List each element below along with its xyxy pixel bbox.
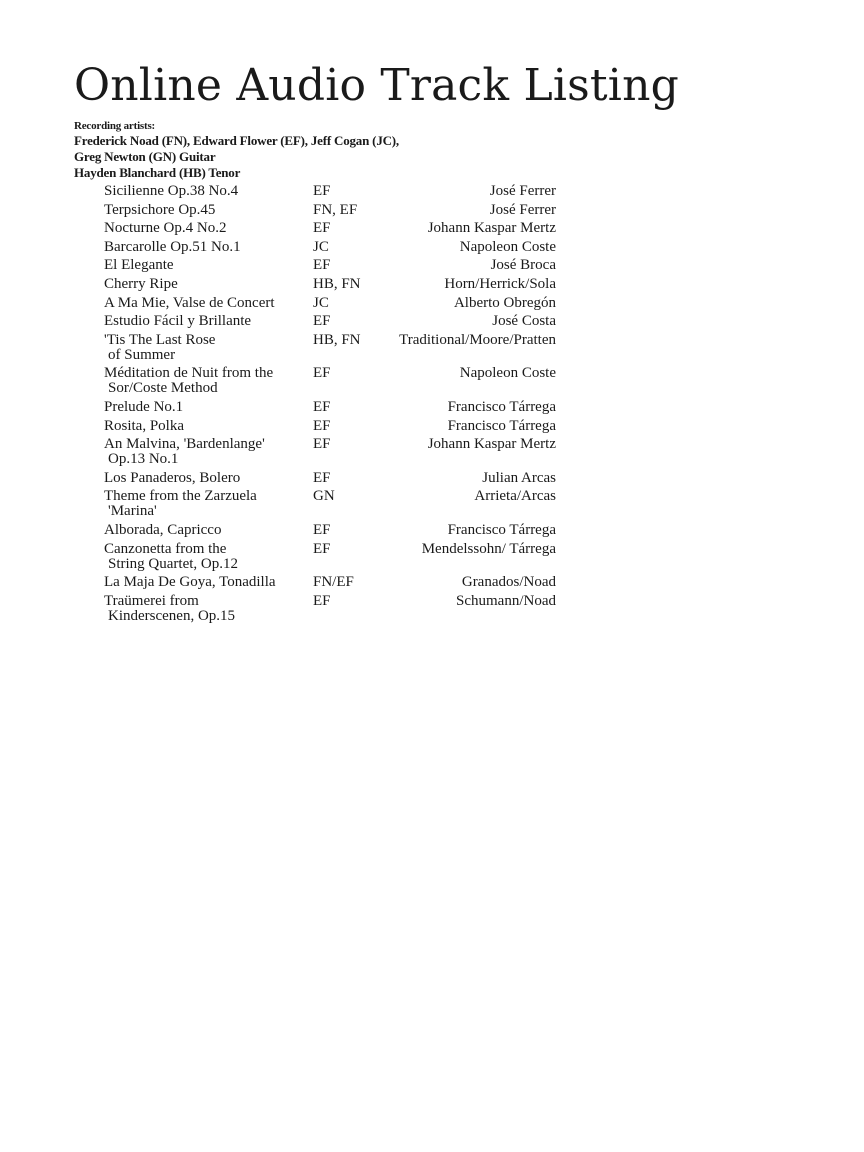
track-performers: FN/EF <box>313 574 354 591</box>
track-title: Los Panaderos, Bolero <box>104 469 241 486</box>
track-row <box>104 489 556 519</box>
track-title-continued: String Quartet, Op.12 <box>108 555 238 572</box>
track-row <box>104 471 556 486</box>
track-row <box>104 184 556 199</box>
track-performers: GN <box>313 488 335 505</box>
track-row <box>104 437 556 467</box>
track-title-continued: Op.13 No.1 <box>108 451 179 468</box>
track-composer: Francisco Tárrega <box>447 398 556 415</box>
track-performers: EF <box>313 183 331 199</box>
track-performers: EF <box>313 521 331 538</box>
track-row <box>104 221 556 236</box>
track-composer: Arrieta/Arcas <box>474 488 556 505</box>
track-row <box>104 277 556 292</box>
track-title: Cherry Ripe <box>104 275 178 292</box>
artists-line: Hayden Blanchard (HB) Tenor <box>74 165 241 180</box>
track-title: Canzonetta from the <box>104 540 227 557</box>
track-title-cell <box>104 203 313 218</box>
track-composer: José Costa <box>492 313 556 330</box>
recording-artists <box>74 119 399 181</box>
track-composer: Napoleon Coste <box>459 365 556 382</box>
track-performers: EF <box>313 540 331 557</box>
track-composer: Francisco Tárrega <box>447 417 556 434</box>
recording-artists-heading: Recording artists: <box>74 120 156 132</box>
track-composer: Traditional/Moore/Pratten <box>399 331 556 348</box>
track-title-continued: of Summer <box>108 346 176 363</box>
track-composer: Schumann/Noad <box>456 592 556 609</box>
track-row <box>104 575 556 590</box>
track-title-cell <box>104 523 313 538</box>
track-composer: Mendelssohn/ Tárrega <box>421 540 556 557</box>
track-performers: HB, FN <box>313 275 361 292</box>
track-composer: Johann Kaspar Mertz <box>427 220 556 237</box>
track-list <box>104 184 556 627</box>
track-row <box>104 240 556 255</box>
track-title-cell <box>104 277 313 292</box>
track-performers: HB, FN <box>313 331 361 348</box>
track-composer: Julian Arcas <box>482 469 556 486</box>
track-title-cell <box>104 419 313 434</box>
track-performers: JC <box>313 238 329 255</box>
track-title-cell <box>104 333 313 363</box>
track-performers: EF <box>313 398 331 415</box>
track-row <box>104 542 556 572</box>
track-row <box>104 523 556 538</box>
track-title: Estudio Fácil y Brillante <box>104 313 252 330</box>
track-title-cell <box>104 366 313 396</box>
track-composer: Horn/Herrick/Sola <box>444 275 556 292</box>
track-title-continued: Kinderscenen, Op.15 <box>108 607 236 624</box>
track-performers: EF <box>313 592 331 609</box>
track-title-cell <box>104 594 313 624</box>
track-title-cell <box>104 489 313 519</box>
track-title: Terpsichore Op.45 <box>104 201 216 218</box>
track-row <box>104 400 556 415</box>
track-title-cell <box>104 400 313 415</box>
track-performers: EF <box>313 436 331 453</box>
track-title-cell <box>104 542 313 572</box>
track-row <box>104 258 556 273</box>
track-performers: EF <box>313 365 331 382</box>
track-composer: Alberto Obregón <box>453 294 556 311</box>
track-title-continued: 'Marina' <box>108 503 157 520</box>
track-performers: EF <box>313 313 331 330</box>
track-title: El Elegante <box>104 257 174 274</box>
track-title-cell <box>104 296 313 311</box>
track-performers: EF <box>313 417 331 434</box>
track-title: Rosita, Polka <box>104 417 185 434</box>
track-performers: EF <box>313 220 331 237</box>
track-title-cell <box>104 184 313 199</box>
track-row <box>104 419 556 434</box>
track-title-cell <box>104 240 313 255</box>
track-composer: Granados/Noad <box>461 574 556 591</box>
track-title-cell <box>104 314 313 329</box>
track-row <box>104 366 556 396</box>
track-performers: EF <box>313 469 331 486</box>
track-title: A Ma Mie, Valse de Concert <box>104 294 275 311</box>
track-title: An Malvina, 'Bardenlange' <box>104 436 265 453</box>
track-title: 'Tis The Last Rose <box>104 331 216 348</box>
track-title: Alborada, Capricco <box>104 521 222 538</box>
track-performers: EF <box>313 257 331 274</box>
artists-line: Greg Newton (GN) Guitar <box>74 149 216 164</box>
track-composer: Napoleon Coste <box>459 238 556 255</box>
track-title-cell <box>104 221 313 236</box>
artists-line: Frederick Noad (FN), Edward Flower (EF), Jeff Cogan (JC), <box>74 133 399 148</box>
track-title-cell <box>104 437 313 467</box>
track-title: Nocturne Op.4 No.2 <box>104 220 227 237</box>
track-title: Traümerei from <box>104 592 199 609</box>
track-title: Barcarolle Op.51 No.1 <box>104 238 241 255</box>
track-title: Sicilienne Op.38 No.4 <box>104 183 239 199</box>
track-performers: FN, EF <box>313 201 358 218</box>
track-title: Theme from the Zarzuela <box>104 488 257 505</box>
track-title-cell <box>104 258 313 273</box>
track-title: Prelude No.1 <box>104 398 184 415</box>
track-title-continued: Sor/Coste Method <box>108 380 218 397</box>
track-composer: José Ferrer <box>489 201 556 218</box>
track-row <box>104 296 556 311</box>
track-title-cell <box>104 471 313 486</box>
track-row <box>104 314 556 329</box>
track-row <box>104 594 556 624</box>
page-title: Online Audio Track Listing <box>74 60 679 111</box>
track-composer: José Ferrer <box>489 183 556 199</box>
track-row <box>104 203 556 218</box>
track-performers: JC <box>313 294 329 311</box>
track-title: La Maja De Goya, Tonadilla <box>104 574 276 591</box>
track-composer: Johann Kaspar Mertz <box>427 436 556 453</box>
track-title-cell <box>104 575 313 590</box>
track-composer: José Broca <box>490 257 556 274</box>
track-title: Méditation de Nuit from the <box>104 365 274 382</box>
track-composer: Francisco Tárrega <box>447 521 556 538</box>
track-row <box>104 333 556 363</box>
